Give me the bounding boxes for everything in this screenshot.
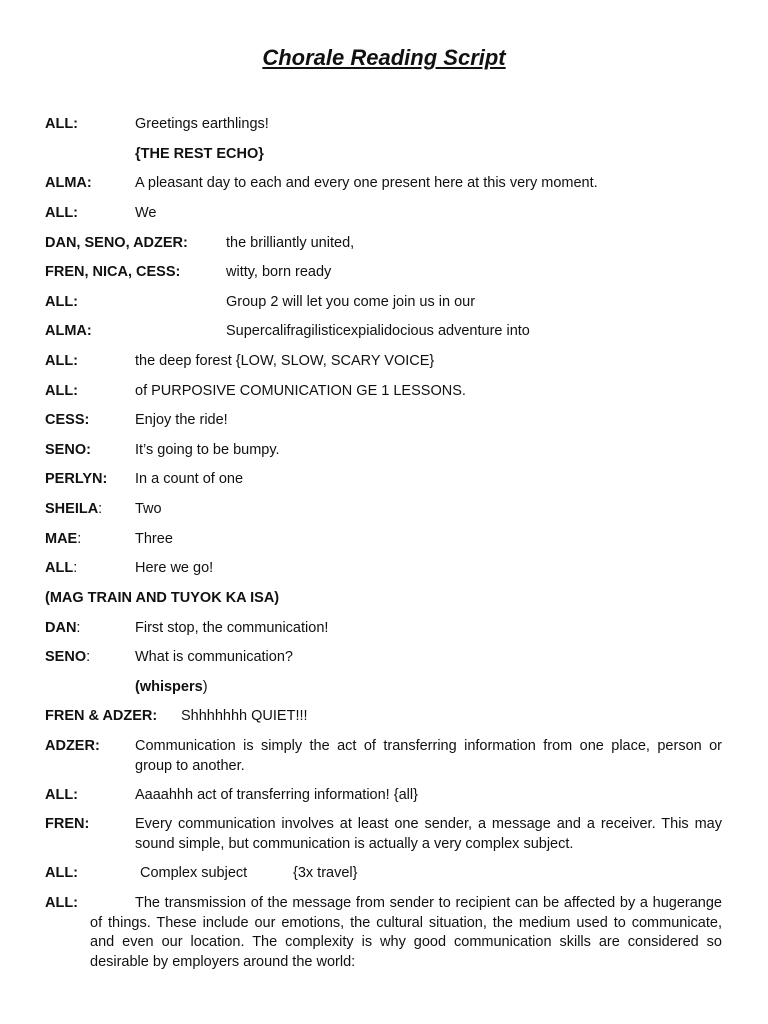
stage-direction: {THE REST ECHO} xyxy=(135,146,264,162)
speaker-label: FREN: xyxy=(45,816,90,832)
line-text: Supercalifragilisticexpialidocious adventure into xyxy=(226,323,530,339)
line-text: Greetings earthlings! xyxy=(135,116,269,132)
speaker-label: ALL: xyxy=(45,560,78,576)
line-text: witty, born ready xyxy=(226,264,332,280)
line-text: A pleasant day to each and every one present here at this very moment. xyxy=(135,175,598,191)
speaker-label: SENO: xyxy=(45,442,91,458)
line-text: of PURPOSIVE COMUNICATION GE 1 LESSONS. xyxy=(135,383,466,399)
speaker-label: ALMA: xyxy=(45,323,92,339)
line-text: the deep forest {LOW, SLOW, SCARY VOICE} xyxy=(135,353,435,369)
stage-direction: (MAG TRAIN AND TUYOK KA ISA) xyxy=(45,590,280,606)
speaker-label: ALL: xyxy=(45,895,79,911)
speaker-label: MAE: xyxy=(45,531,82,547)
speaker-label: ALL: xyxy=(45,353,79,369)
line-text: It’s going to be bumpy. xyxy=(135,442,280,458)
line-text: What is communication? xyxy=(135,649,293,665)
speaker-label: ADZER: xyxy=(45,738,100,754)
line-text: the brilliantly united, xyxy=(226,235,355,251)
line-text: First stop, the communication! xyxy=(135,620,329,636)
speaker-label: ALMA: xyxy=(45,175,92,191)
line-text: Here we go! xyxy=(135,560,214,576)
speaker-label: ALL: xyxy=(45,205,79,221)
speaker-label: ALL: xyxy=(45,865,79,881)
speaker-label: FREN & ADZER: xyxy=(45,708,158,724)
paragraph-text: The transmission of the message from sender to recipient can be affected by a hugerange of things. These include our emotions, the cultural situation, the medium used to communicate, and even our location. The complexity is why good communication skills are considered so desirable by employers around the world: xyxy=(90,895,722,970)
speaker-label: SHEILA: xyxy=(45,501,103,517)
line-text: In a count of one xyxy=(135,471,244,487)
speaker-label: CESS: xyxy=(45,412,90,428)
page-title: Chorale Reading Script xyxy=(262,45,506,70)
line-text: Aaaahhh act of transferring information! {all} xyxy=(135,787,418,803)
line-text: Complex subject xyxy=(140,865,248,881)
line-text: Shhhhhhh QUIET!!! xyxy=(181,708,308,724)
stage-direction: (whispers) xyxy=(135,679,208,695)
speaker-label: DAN: xyxy=(45,620,81,636)
line-text: Every communication involves at least one sender, a message and a receiver. This may sound simple, but communication is actually a very complex subject. xyxy=(135,816,722,852)
line-text: Two xyxy=(135,501,162,517)
speaker-label: ALL: xyxy=(45,116,79,132)
speaker-label: ALL: xyxy=(45,294,79,310)
speaker-label: SENO: xyxy=(45,649,91,665)
speaker-label: PERLYN: xyxy=(45,471,108,487)
stage-note: {3x travel} xyxy=(293,865,358,881)
line-text: Group 2 will let you come join us in our xyxy=(226,294,476,310)
speaker-label: DAN, SENO, ADZER: xyxy=(45,235,188,251)
line-text: We xyxy=(135,205,157,221)
speaker-label: ALL: xyxy=(45,787,79,803)
speaker-label: ALL: xyxy=(45,383,79,399)
line-text: Enjoy the ride! xyxy=(135,412,228,428)
line-text: Communication is simply the act of transferring information from one place, person or group to another. xyxy=(135,738,722,774)
line-text: Three xyxy=(135,531,173,547)
speaker-label: FREN, NICA, CESS: xyxy=(45,264,181,280)
